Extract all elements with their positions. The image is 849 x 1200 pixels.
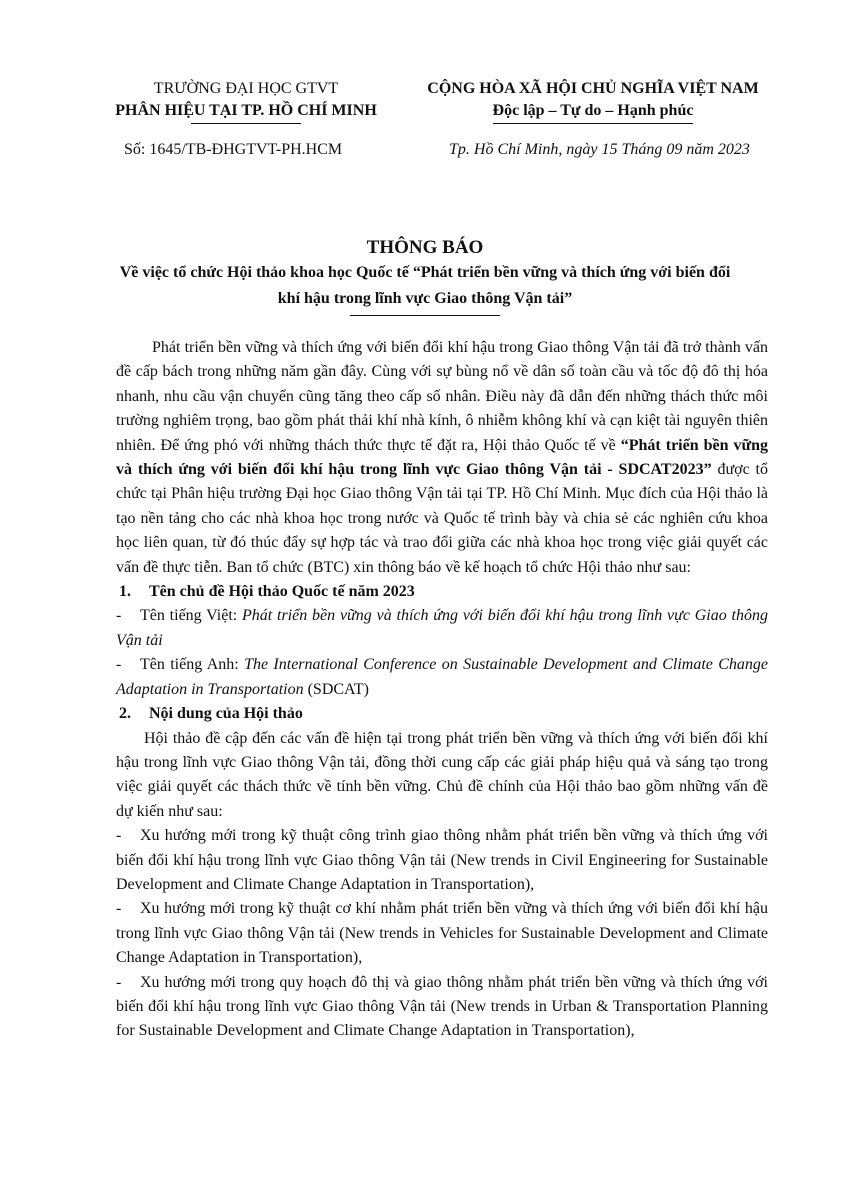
section-1-number: 1. — [119, 583, 131, 601]
intro-paragraph — [116, 336, 768, 580]
list-item-value: Phát triển bền vững và thích ứng với biến đổi khí hậu trong lĩnh vực Giao thông Vận tải — [116, 607, 769, 649]
national-motto: Độc lập – Tự do – Hạnh phúc — [492, 102, 694, 119]
title-underline — [350, 315, 500, 316]
list-item-text: Xu hướng mới trong kỹ thuật công trình giao thông nhằm phát triển bền vững và thích ứng với biến đổi khí hậu trong lĩnh vực Giao thông Vận tải (New trends in Civil Engineering for Sustainable Development and Climate Change Adaptation in Transportation), — [116, 827, 768, 893]
section-2-paragraph: Hội thảo đề cập đến các vấn đề hiện tại trong phát triển bền vững và thích ứng với biến đổi khí hậu trong lĩnh vực Giao thông Vận tải, đồng thời cung cấp các giải pháp hiệu quả và sáng tạo trong việc giải quyết các thách thức về tính bền vững. Chủ đề chính của Hội thảo bao gồm những vấn đề dự kiến như sau: — [116, 729, 768, 820]
subtitle-line-2: khí hậu trong lĩnh vực Giao thông Vận tải” — [277, 290, 573, 307]
list-item — [116, 653, 768, 702]
list-item — [116, 604, 768, 653]
list-dash: - — [116, 607, 122, 625]
issuer-underline — [191, 123, 301, 124]
document-body — [116, 336, 768, 1044]
title-block — [110, 236, 740, 316]
document-title: THÔNG BÁO — [366, 237, 484, 258]
document-number: Số: 1645/TB-ĐHGTVT-PH.HCM — [124, 141, 343, 158]
national-header — [400, 78, 786, 124]
intro-text-a: Phát triển bền vững và thích ứng với biến đổi khí hậu trong Giao thông Vận tải đã trở thành vấn đề cấp bách trong những năm gần đây. Cùng với sự bùng nổ về dân số toàn cầu và tốc độ đô thị hóa nhanh, nhu cầu vận chuyển cũng tăng theo cấp số nhân. Điều này đã dẫn đến những thách thức môi trường nghiêm trọng, bao gồm phát thải khí nhà kính, ô nhiễm không khí và cạn kiệt tài nguyên thiên nhiên. Để ứng phó với những thách thức thực tế đặt ra, Hội thảo Quốc tế về — [116, 339, 768, 454]
intro-text-b: được tổ chức tại Phân hiệu trường Đại học Giao thông Vận tải tại TP. Hồ Chí Minh. Mục đích của Hội thảo là tạo nền tảng cho các nhà khoa học trong nước và Quốc tế trình bày và chia sẻ các nghiên cứu khoa học liên quan, từ đó thúc đẩy sự hợp tác và trao đổi giữa các nhà khoa học trong việc giải quyết các vấn đề thực tiễn. Ban tổ chức (BTC) xin thông báo về kế hoạch tổ chức Hội thảo như sau: — [116, 461, 768, 576]
section-2-heading — [116, 702, 768, 726]
list-item — [116, 897, 768, 970]
list-item-suffix: (SDCAT) — [303, 680, 369, 698]
list-item-label: Tên tiếng Anh: — [140, 656, 245, 674]
motto-underline — [493, 123, 693, 124]
list-dash: - — [116, 827, 122, 845]
list-dash: - — [116, 973, 122, 991]
section-2-title: Nội dung của Hội thảo — [149, 705, 303, 723]
list-item — [116, 971, 768, 1044]
list-item-value: The International Conference on Sustainable Development and Climate Change Adaptation in Transportation — [116, 656, 769, 698]
list-item-text: Xu hướng mới trong kỹ thuật cơ khí nhằm phát triển bền vững và thích ứng với biến đổi khí hậu trong lĩnh vực Giao thông Vận tải (New trends in Vehicles for Sustainable Development and Climate Change Adaptation in Transportation), — [116, 900, 768, 967]
section-2-number: 2. — [119, 705, 131, 723]
university-name: TRƯỜNG ĐẠI HỌC GTVT — [153, 80, 339, 97]
branch-name: PHÂN HIỆU TẠI TP. HỒ CHÍ MINH — [115, 102, 377, 119]
list-dash: - — [116, 900, 122, 918]
list-dash: - — [116, 656, 122, 674]
section-1-title: Tên chủ đề Hội thảo Quốc tế năm 2023 — [149, 583, 415, 601]
list-item-label: Tên tiếng Việt: — [140, 607, 243, 625]
list-item-text: Xu hướng mới trong quy hoạch đô thị và giao thông nhằm phát triển bền vững và thích ứng với biến đổi khí hậu trong lĩnh vực Giao thông Vận tải (New trends in Urban & Transportation Planning for Sustainable Development and Climate Change Adaptation in Transportation), — [116, 973, 768, 1040]
list-item — [116, 824, 768, 897]
national-title: CỘNG HÒA XÃ HỘI CHỦ NGHĨA VIỆT NAM — [427, 80, 759, 97]
document-date: Tp. Hồ Chí Minh, ngày 15 Tháng 09 năm 2023 — [449, 141, 750, 158]
issuer-header — [96, 78, 396, 124]
subtitle-line-1: Về việc tổ chức Hội thảo khoa học Quốc tế “Phát triển bền vững và thích ứng với biến đổi — [119, 264, 731, 281]
conference-name: “Phát triển bền vững và thích ứng với biến đổi khí hậu trong lĩnh vực Giao thông Vận tải - SDCAT2023” — [116, 436, 768, 479]
section-1-heading — [116, 580, 768, 604]
